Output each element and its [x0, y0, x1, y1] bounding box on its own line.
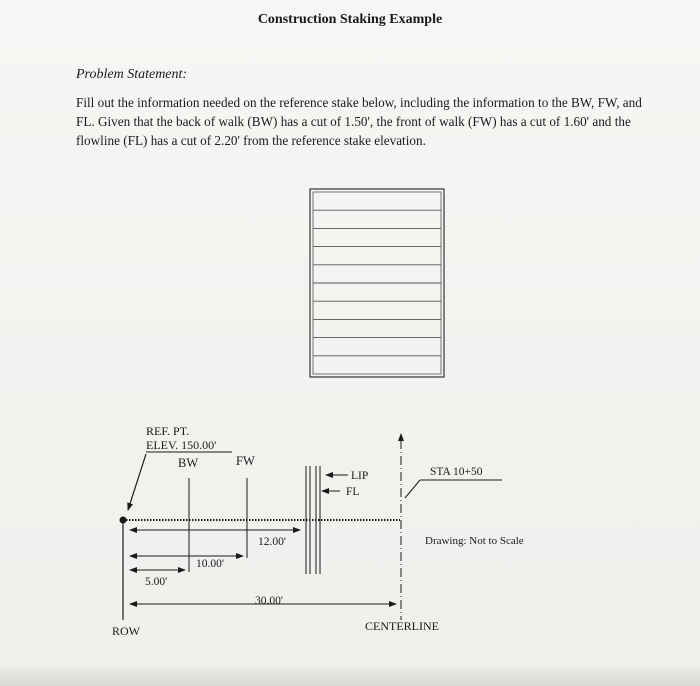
scale-note: Drawing: Not to Scale [425, 535, 524, 547]
centerline-label: CENTERLINE [365, 619, 439, 633]
page-title: Construction Staking Example [257, 12, 443, 27]
problem-statement-body: Fill out the information needed on the reference stake below, including the information to the BW, FW, and FL. Given that the back of walk (BW) has a cut of 1.50', the front of walk (FW) has a cut of 1.60' and the flowline (FL) has a cut of 2.20' from the reference stake elevation. [76, 95, 642, 148]
problem-statement-heading: Problem Statement: [76, 67, 188, 82]
dim-10-label: 10.00' [196, 558, 224, 570]
bw-label: BW [178, 456, 199, 470]
row-label: ROW [112, 624, 140, 638]
ref-pt-label: REF. PT. [146, 424, 190, 438]
fw-label: FW [236, 454, 255, 468]
fl-label: FL [346, 486, 360, 498]
ref-pt-leader-arrow [128, 454, 146, 510]
page-bottom-edge [0, 668, 700, 686]
elevation-label: ELEV. 150.00' [146, 438, 217, 452]
station-leader [405, 480, 420, 498]
dim-30-label: 30.00' [255, 595, 283, 607]
dim-5-label: 5.00' [145, 576, 168, 588]
reference-stake-table[interactable] [310, 189, 444, 377]
lip-label: LIP [351, 470, 369, 482]
station-label: STA 10+50 [430, 466, 483, 478]
dim-12-label: 12.00' [258, 536, 286, 548]
